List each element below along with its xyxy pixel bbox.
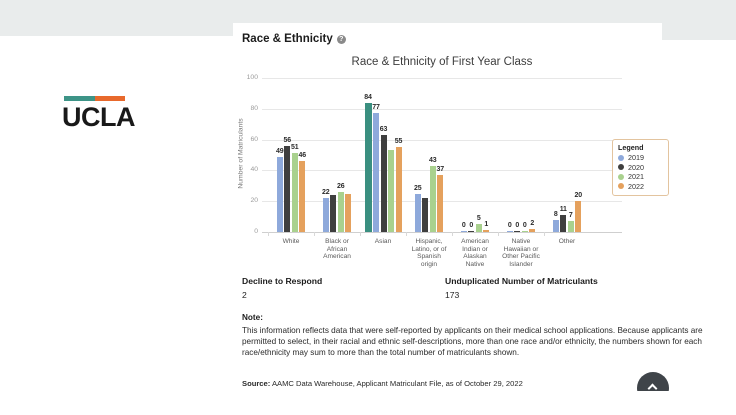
section-title-text: Race & Ethnicity xyxy=(242,33,333,45)
bar-value-label-2021-other: 7 xyxy=(568,212,573,220)
bar-2022-native-hawaiian-or-other-pacific-islander[interactable] xyxy=(529,229,535,232)
legend-label-2022: 2022 xyxy=(628,181,644,191)
ucla-logo: UCLA xyxy=(62,102,135,132)
bar-2022-american-indian-or-alaskan-native[interactable] xyxy=(483,230,489,232)
y-tick-label-20: 20 xyxy=(250,197,258,205)
note-body: This information reflects data that were self-reported by applicants on their medical school applications. Because applicants are permitted to select, in their racial and ethnic self-descriptions, more than one race and/or ethnicity, the numbers shown for each race/ethnicity may sum to more than the total number of matriculants shown. xyxy=(242,326,703,357)
bar-value-label-2022-native-hawaiian-or-other-pacific-islander: 2 xyxy=(530,219,535,227)
unduplicated-matriculants-label: Unduplicated Number of Matriculants xyxy=(445,276,598,286)
bar-value-label-2020-american-indian-or-alaskan-native: 0 xyxy=(469,221,474,229)
x-category-label-other: Other xyxy=(558,238,576,245)
x-category-label-asian: Asian xyxy=(374,238,392,245)
bar-2020-asian[interactable] xyxy=(381,135,387,232)
bar-value-label-2019-native-hawaiian-or-other-pacific-islander: 0 xyxy=(507,221,512,229)
y-tick-label-0: 0 xyxy=(254,228,258,235)
bar-2019-native-hawaiian-or-other-pacific-islander[interactable] xyxy=(507,231,513,233)
bar-2022-asian[interactable] xyxy=(396,147,402,232)
x-axis-tick xyxy=(452,232,453,236)
scroll-to-top-button[interactable] xyxy=(637,372,669,391)
bar-2020-black-or-african-american[interactable] xyxy=(330,195,336,232)
bar-value-label-2019-black-or-african-american: 22 xyxy=(322,189,330,197)
source-text: AAMC Data Warehouse, Applicant Matriculant File, as of October 29, 2022 xyxy=(270,379,523,388)
bar-2022-other[interactable] xyxy=(575,201,581,232)
bar-2020-white[interactable] xyxy=(284,146,290,232)
bar-2019-american-indian-or-alaskan-native[interactable] xyxy=(461,231,467,233)
source-line xyxy=(242,379,523,388)
x-category-label-white: White xyxy=(282,238,300,245)
y-tick-label-80: 80 xyxy=(250,104,258,112)
bar-2021-native-hawaiian-or-other-pacific-islander[interactable] xyxy=(522,231,528,233)
bar-value-label-2022-other: 20 xyxy=(574,192,582,200)
bar-value-label-2019-asian: 77 xyxy=(372,104,380,112)
bar-2020-native-hawaiian-or-other-pacific-islander[interactable] xyxy=(514,231,520,233)
x-category-label-black-or-african-american: Black or African American xyxy=(323,238,351,261)
source-label: Source: xyxy=(242,379,271,388)
bar-value-label-2020-asian: 63 xyxy=(379,125,388,133)
bar-value-label-2020-native-hawaiian-or-other-pacific-islander: 0 xyxy=(515,221,520,229)
unduplicated-matriculants-value: 173 xyxy=(445,290,460,300)
y-axis-title: Number of Matriculants xyxy=(237,118,245,189)
bar-2020-american-indian-or-alaskan-native[interactable] xyxy=(468,231,474,233)
bar-2021-black-or-african-american[interactable] xyxy=(338,192,344,232)
legend-title: Legend xyxy=(618,143,644,152)
x-category-label-native-hawaiian-or-other-pacific-islander: Native Hawaiian or Other Pacific Islander xyxy=(502,238,540,268)
legend-item-2022[interactable] xyxy=(618,182,663,192)
bar-value-label-2020-white: 56 xyxy=(283,136,291,144)
note-heading: Note: xyxy=(242,313,263,322)
bar-2021-other[interactable] xyxy=(568,221,574,232)
gridline-0 xyxy=(262,232,622,233)
legend-label-2020: 2020 xyxy=(628,162,644,172)
x-axis-tick xyxy=(360,232,361,236)
gridline-100 xyxy=(262,78,622,79)
bar-value-label-2019-other: 8 xyxy=(553,210,558,218)
legend-swatch-2020 xyxy=(618,164,624,170)
bar-value-label-2022-white: 46 xyxy=(298,152,306,160)
bar-value-label-2021-hispanic-latino-or-of-spanish-origin: 43 xyxy=(429,156,437,164)
bar-value-label-2022-hispanic-latino-or-of-spanish-origin: 37 xyxy=(436,166,444,174)
chart-title: Race & Ethnicity of First Year Class xyxy=(351,56,533,68)
unduplicated-matriculants-stat xyxy=(445,276,598,300)
x-axis-tick xyxy=(498,232,499,236)
legend-label-2021: 2021 xyxy=(628,172,644,182)
bar-value-label-2019-white: 49 xyxy=(276,147,284,155)
bar-2019-black-or-african-american[interactable] xyxy=(323,198,329,232)
bar-value-label-2019-hispanic-latino-or-of-spanish-origin: 25 xyxy=(414,184,422,192)
x-axis-tick xyxy=(544,232,545,236)
bar-2021-hispanic-latino-or-of-spanish-origin[interactable] xyxy=(430,166,436,232)
bar-value-label-2021-white: 51 xyxy=(291,144,299,152)
y-tick-label-100: 100 xyxy=(246,74,258,81)
bar-2019-hispanic-latino-or-of-spanish-origin[interactable] xyxy=(415,194,421,233)
legend-swatch-2019 xyxy=(618,155,624,161)
x-axis-tick xyxy=(406,232,407,236)
x-category-label-american-indian-or-alaskan-native: American Indian or Alaskan Native xyxy=(461,238,489,268)
x-axis-tick xyxy=(314,232,315,236)
y-tick-label-60: 60 xyxy=(250,135,258,143)
gridline-80 xyxy=(262,109,622,110)
legend-label-2019: 2019 xyxy=(628,153,644,163)
x-category-label-hispanic-latino-or-of-spanish-origin: Hispanic, Latino, or of Spanish origin xyxy=(411,238,447,268)
bar-value-label-2021-black-or-african-american: 26 xyxy=(337,182,345,190)
bar-value-label-2021-american-indian-or-alaskan-native: 5 xyxy=(476,215,481,223)
bar-value-label-2021-native-hawaiian-or-other-pacific-islander: 0 xyxy=(522,221,527,229)
bar-2021-white[interactable] xyxy=(292,153,298,232)
decline-to-respond-value: 2 xyxy=(242,290,247,300)
gridline-60 xyxy=(262,140,622,141)
legend-item-2020[interactable] xyxy=(618,163,663,173)
legend-item-2021[interactable] xyxy=(618,172,663,182)
bar-2019-white[interactable] xyxy=(277,157,283,232)
bar-highlight-asian[interactable] xyxy=(365,103,372,232)
bar-2022-black-or-african-american[interactable] xyxy=(345,194,351,233)
x-axis-tick xyxy=(268,232,269,236)
bar-2021-asian[interactable] xyxy=(388,150,394,232)
chevron-up-icon xyxy=(648,384,658,391)
bar-2022-white[interactable] xyxy=(299,161,305,232)
decline-to-respond-stat xyxy=(242,276,322,300)
bar-value-label-2019-american-indian-or-alaskan-native: 0 xyxy=(461,221,466,229)
help-icon[interactable]: ? xyxy=(337,35,346,44)
bar-2022-hispanic-latino-or-of-spanish-origin[interactable] xyxy=(437,175,443,232)
legend-swatch-2021 xyxy=(618,174,624,180)
legend-item-2019[interactable] xyxy=(618,153,663,163)
bar-value-label-2022-american-indian-or-alaskan-native: 1 xyxy=(484,221,489,229)
bar-value-label-2022-asian: 55 xyxy=(394,138,403,146)
bar-2019-other[interactable] xyxy=(553,220,559,232)
decline-to-respond-label: Decline to Respond xyxy=(242,276,323,286)
scroll-to-top-circle xyxy=(637,372,669,391)
bar-value-label-highlight-asian: 84 xyxy=(364,93,372,101)
bar-2020-hispanic-latino-or-of-spanish-origin[interactable] xyxy=(422,198,428,232)
y-tick-label-40: 40 xyxy=(250,166,258,174)
chart-legend xyxy=(612,139,669,196)
legend-swatch-2022 xyxy=(618,183,624,189)
bar-value-label-2020-other: 11 xyxy=(559,206,567,214)
